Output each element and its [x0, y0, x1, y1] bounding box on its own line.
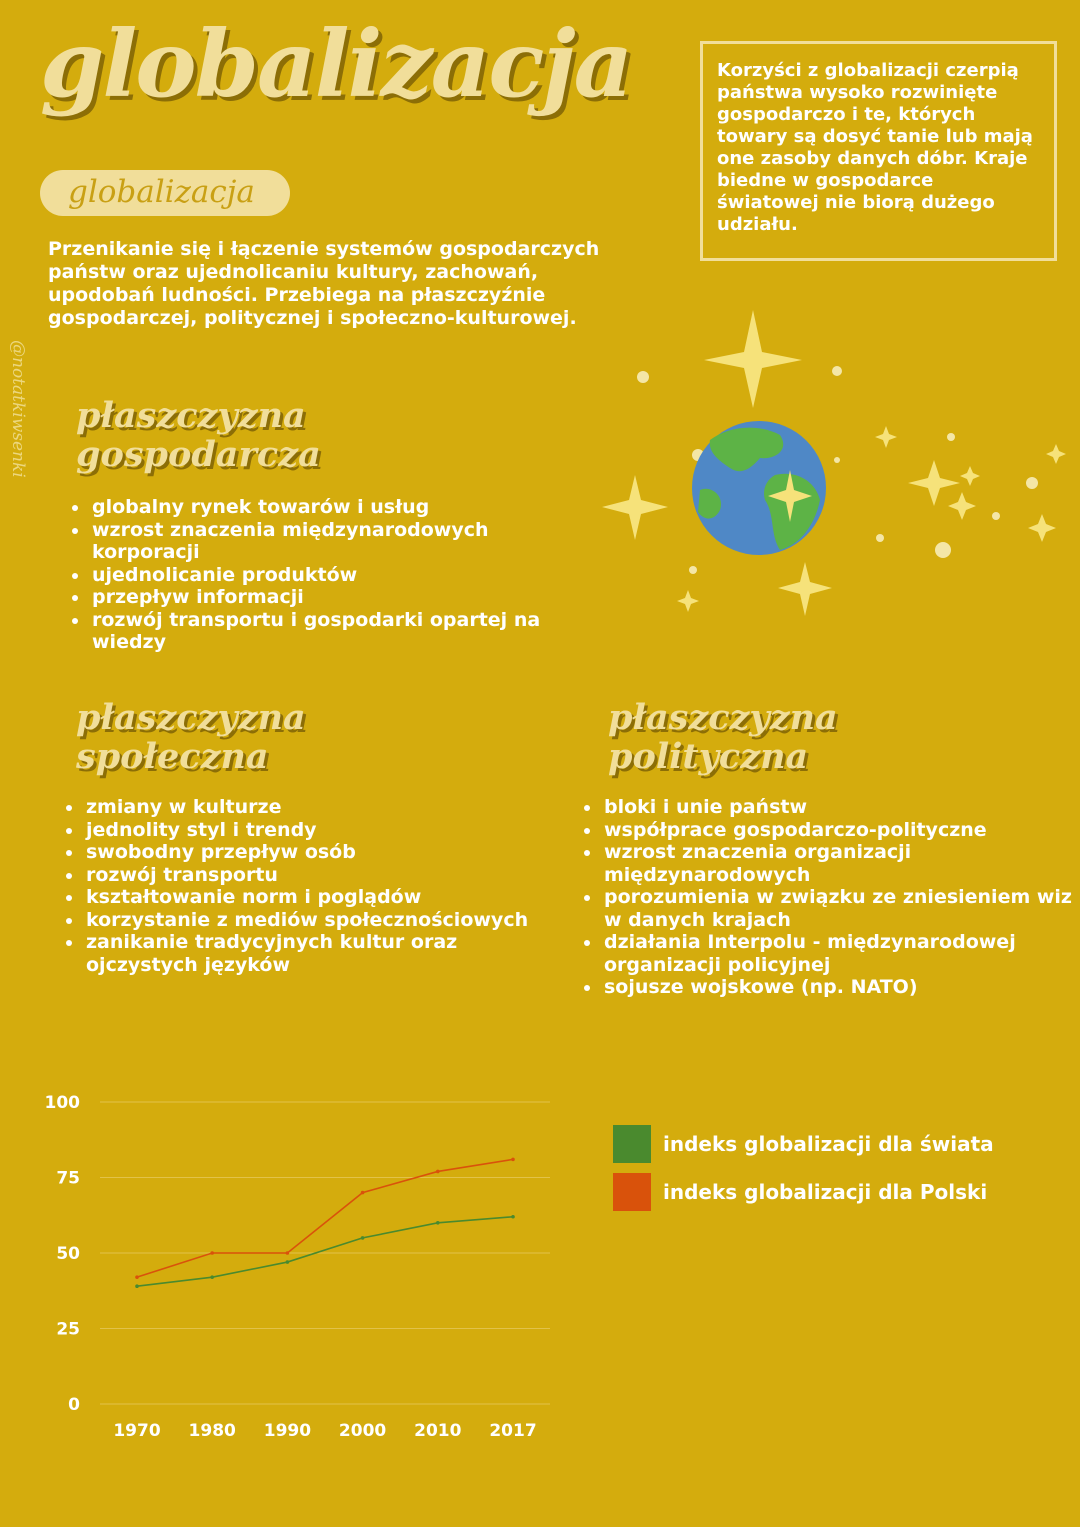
list-item: • przepływ informacji [90, 586, 570, 609]
list-item: • rozwój transportu [84, 864, 554, 887]
y-tick-label: 75 [56, 1168, 80, 1189]
y-tick-label: 25 [56, 1319, 80, 1340]
chart-legend [613, 1125, 994, 1211]
political-heading-line2: polityczna [608, 736, 809, 777]
list-item: • kształtowanie norm i poglądów [84, 886, 554, 909]
social-heading-line2: społeczna [76, 736, 269, 777]
data-point [286, 1260, 290, 1264]
y-tick-label: 100 [44, 1093, 80, 1113]
economic-list [70, 496, 570, 654]
x-tick-label: 1990 [263, 1421, 312, 1441]
benefits-box [700, 41, 1057, 261]
data-point [210, 1275, 214, 1279]
list-item: • wzrost znaczenia międzynarodowych korporacji [90, 519, 570, 564]
data-point [436, 1221, 440, 1225]
x-tick-label: 2000 [338, 1421, 387, 1441]
y-tick-label: 50 [56, 1244, 80, 1264]
definition-text: Przenikanie się i łączenie systemów gospodarczych państw oraz ujednolicaniu kultury, zachowań, upodobań ludności. Przebiega na płaszczyźnie gospodarczej, politycznej i społeczno-kulturowej. [48, 238, 600, 329]
subtitle-pill-label: globalizacja [68, 174, 255, 210]
earth-icon [692, 421, 826, 555]
data-point [511, 1158, 515, 1162]
x-tick-label: 1980 [188, 1421, 236, 1441]
x-tick-label: 2010 [414, 1421, 462, 1441]
sparkle-star-icon [602, 310, 1066, 616]
data-point [436, 1170, 440, 1174]
list-item: • bloki i unie państw [602, 796, 1080, 819]
list-item: • sojusze wojskowe (np. NATO) [602, 976, 1080, 999]
list-item: • współprace gospodarczo-polityczne [602, 819, 1080, 842]
benefits-text: Korzyści z globalizacji czerpią państwa wysoko rozwinięte gospodarczo i te, których towary są dosyć tanie lub mają one zasoby danych dóbr. Kraje biedne w gospodarce światowej nie biorą dużego udziału. [717, 60, 1033, 235]
page-title: globalizacja [40, 10, 632, 118]
list-item: • porozumienia w związku ze zniesieniem wiz w danych krajach [602, 886, 1080, 931]
social-heading [76, 698, 306, 776]
political-list [582, 796, 1080, 999]
economic-heading [76, 396, 321, 474]
data-point [135, 1275, 139, 1279]
legend-swatch-poland [613, 1173, 651, 1211]
series-line-0 [137, 1217, 513, 1286]
list-item: • wzrost znaczenia organizacji międzynarodowych [602, 841, 1080, 886]
data-point [286, 1251, 290, 1255]
y-tick-label: 0 [68, 1395, 80, 1415]
data-point [361, 1191, 365, 1195]
economic-heading-line1: płaszczyzna [76, 395, 306, 436]
list-item: • swobodny przepływ osób [84, 841, 554, 864]
earth-illustration [590, 300, 1070, 630]
data-point [210, 1251, 214, 1255]
political-heading-line1: płaszczyzna [608, 697, 838, 738]
social-heading-line1: płaszczyzna [76, 697, 306, 738]
list-item: • zanikanie tradycyjnych kultur oraz ojczystych języków [84, 931, 554, 976]
economic-heading-line2: gospodarcza [76, 434, 321, 475]
list-item: • działania Interpolu - międzynarodowej organizacji policyjnej [602, 931, 1080, 976]
legend-item-world [613, 1125, 994, 1163]
political-heading [608, 698, 838, 776]
list-item: • jednolity styl i trendy [84, 819, 554, 842]
legend-swatch-world [613, 1125, 651, 1163]
list-item: • globalny rynek towarów i usług [90, 496, 570, 519]
x-tick-label: 2017 [489, 1421, 537, 1441]
list-item: • ujednolicanie produktów [90, 564, 570, 587]
legend-item-poland [613, 1173, 994, 1211]
list-item: • rozwój transportu i gospodarki opartej na wiedzy [90, 609, 570, 654]
watermark: @notatkiwsenki [8, 340, 28, 478]
data-point [511, 1215, 515, 1219]
data-point [361, 1236, 365, 1240]
list-item: • korzystanie z mediów społecznościowych [84, 909, 554, 932]
legend-label-poland: indeks globalizacji dla Polski [663, 1180, 988, 1204]
list-item: • zmiany w kulturze [84, 796, 554, 819]
x-tick-label: 1970 [113, 1421, 161, 1441]
legend-label-world: indeks globalizacji dla świata [663, 1132, 994, 1156]
data-point [135, 1284, 139, 1288]
social-list [64, 796, 554, 976]
